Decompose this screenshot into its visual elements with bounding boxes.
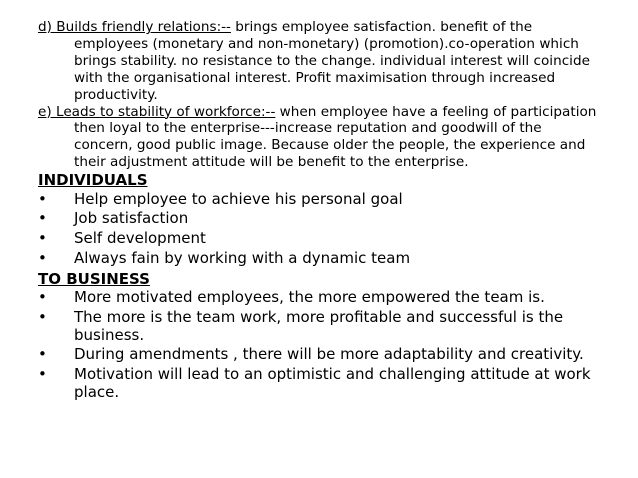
- bullet-item: [38, 309, 604, 344]
- bullet-text: More motivated employees, the more empowered the team is.: [74, 288, 545, 307]
- bullet-item: [38, 289, 604, 307]
- bullet-text: During amendments , there will be more adaptability and creativity.: [74, 345, 584, 364]
- bullet-icon: •: [38, 189, 47, 208]
- bullet-text: Help employee to achieve his personal goal: [74, 189, 403, 208]
- bullet-item: [38, 210, 604, 228]
- bullet-icon: •: [38, 229, 47, 248]
- paragraph-body: when employee have a feeling of participation then loyal to the enterprise---increase reputation and goodwill of the concern, good public image. Because older the people, the experience and their adjustment attitude will be benefit to the enterprise.: [74, 103, 597, 171]
- bullet-icon: •: [38, 345, 47, 364]
- bullet-item: [38, 230, 604, 248]
- paragraph-lead: e) Leads to stability of workforce:--: [38, 103, 276, 120]
- slide-content: [38, 19, 604, 404]
- bullet-item: [38, 191, 604, 209]
- bullet-text: Always fain by working with a dynamic team: [74, 249, 411, 268]
- section-heading-business: TO BUSINESS: [38, 269, 150, 288]
- bullet-text: Self development: [74, 229, 206, 248]
- bullet-item: [38, 250, 604, 268]
- bullet-icon: •: [38, 365, 47, 384]
- bullet-icon: •: [38, 288, 47, 307]
- paragraph-workforce-stability: [38, 104, 604, 172]
- bullet-item: [38, 346, 604, 364]
- bullet-text: The more is the team work, more profitable and successful is the business.: [74, 308, 564, 344]
- bullet-text: Job satisfaction: [74, 209, 189, 228]
- bullet-text: Motivation will lead to an optimistic and challenging attitude at work place.: [74, 365, 591, 401]
- bullet-icon: •: [38, 308, 47, 327]
- bullet-item: [38, 366, 604, 401]
- section-heading-individuals: INDIVIDUALS: [38, 171, 148, 190]
- paragraph-friendly-relations: [38, 19, 604, 104]
- paragraph-lead: d) Builds friendly relations:--: [38, 19, 231, 35]
- bullet-icon: •: [38, 249, 47, 268]
- bullet-icon: •: [38, 209, 47, 228]
- paragraph-body: brings employee satisfaction. benefit of the employees (monetary and non-monetary) (promotion).co-operation which brings stability. no resistance to the change. individual interest will coincide with the organisational interest. Profit maximisation through increased productivity.: [74, 19, 590, 103]
